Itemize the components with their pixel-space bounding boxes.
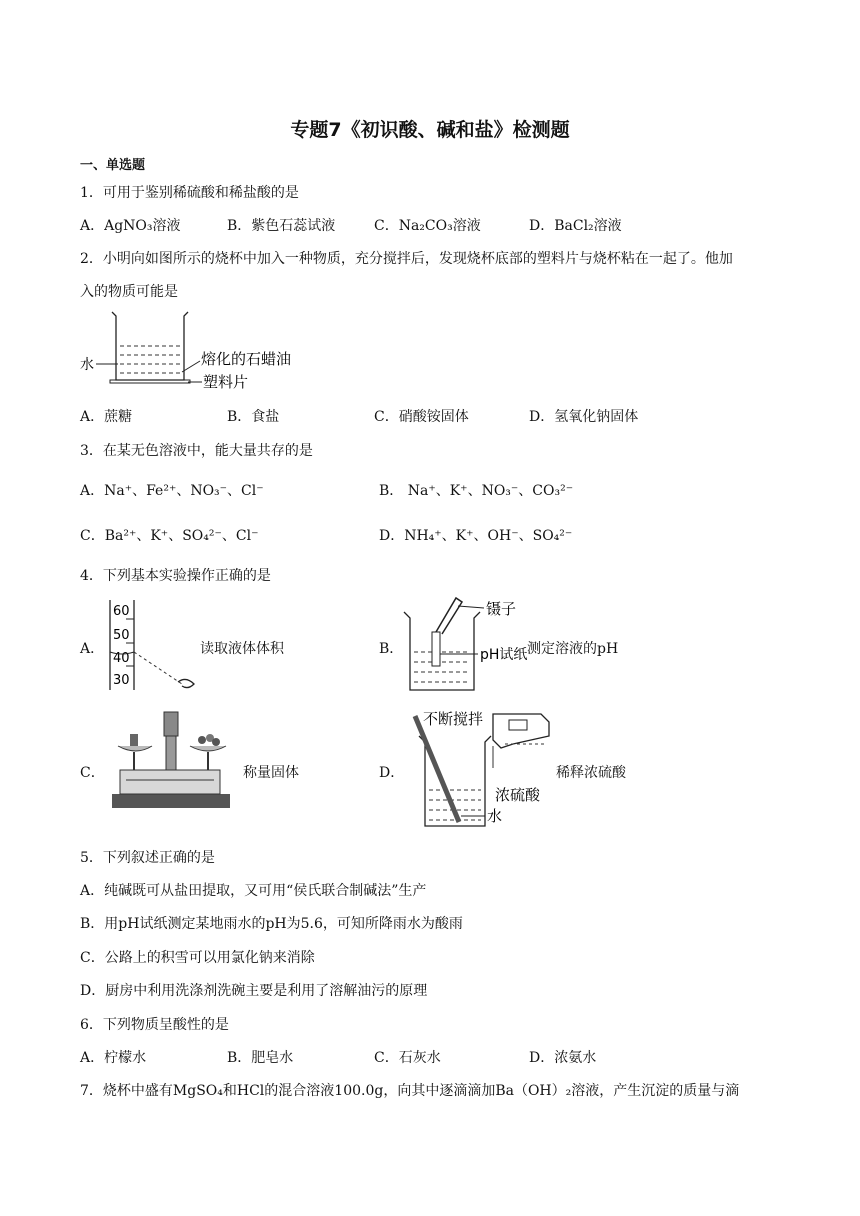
option-b[interactable]: B．食盐 (227, 409, 280, 425)
question-2-stem: 2．小明向如图所示的烧杯中加入一种物质，充分搅拌后，发现烧杯底部的塑料片与烧杯粘在一起了。他加 (80, 251, 733, 267)
balance-figure (110, 708, 235, 814)
option-d[interactable]: D．厨房中利用洗涤剂洗碗主要是利用了溶解油污的原理 (80, 983, 428, 999)
option-b-text: 测定溶液的pH (527, 641, 619, 657)
question-6-options (80, 1047, 596, 1067)
option-d-label[interactable]: D． (379, 765, 405, 781)
option-c[interactable]: C．Na₂CO₃溶液 (374, 218, 481, 234)
question-4-stem: 4．下列基本实验操作正确的是 (80, 568, 271, 584)
question-1-options (80, 215, 622, 235)
option-c[interactable]: C．石灰水 (374, 1050, 441, 1066)
svg-text:镊子: 镊子 (486, 600, 517, 618)
label-water: 水 (80, 357, 94, 373)
svg-text:30: 30 (113, 673, 130, 688)
svg-text:pH试纸: pH试纸 (480, 647, 528, 663)
option-b[interactable]: B．紫色石蕊试液 (227, 218, 336, 234)
question-3-stem: 3．在某无色溶液中，能大量共存的是 (80, 443, 313, 459)
question-2-options (80, 406, 638, 426)
option-c-label[interactable]: C． (80, 765, 105, 781)
option-d[interactable]: D．氢氧化钠固体 (529, 409, 639, 425)
svg-text:浓硫酸: 浓硫酸 (495, 786, 541, 804)
option-a-text: 读取液体体积 (200, 641, 284, 657)
cylinder-figure (104, 598, 204, 692)
dilution-figure (405, 708, 555, 832)
option-c[interactable]: C．公路上的积雪可以用氯化钠来消除 (80, 950, 315, 966)
option-a[interactable]: A．Na⁺、Fe²⁺、NO₃⁻、Cl⁻ (80, 483, 264, 499)
option-a[interactable]: A．AgNO₃溶液 (80, 218, 181, 234)
section-heading: 一、单选题 (80, 158, 146, 173)
page-title: 专题7《初识酸、碱和盐》检测题 (290, 119, 570, 141)
question-1-stem: 1．可用于鉴别稀硫酸和稀盐酸的是 (80, 185, 299, 201)
question-2-stem-cont: 入的物质可能是 (80, 284, 178, 300)
question-7-stem: 7．烧杯中盛有MgSO₄和HCl的混合溶液100.0g，向其中逐滴滴加Ba（OH）₂溶液，产生沉淀的质量与滴 (80, 1083, 740, 1099)
svg-text:不断搅拌: 不断搅拌 (423, 710, 484, 728)
option-b[interactable]: B．肥皂水 (227, 1050, 294, 1066)
label-wax: 熔化的石蜡油 (201, 350, 292, 368)
option-b[interactable]: B． Na⁺、K⁺、NO₃⁻、CO₃²⁻ (379, 483, 574, 499)
option-c[interactable]: C．硝酸铵固体 (374, 409, 469, 425)
question-5-stem: 5．下列叙述正确的是 (80, 850, 215, 866)
label-plastic: 塑料片 (203, 373, 249, 391)
ph-paper-figure (400, 592, 530, 696)
option-a-label[interactable]: A． (80, 641, 105, 657)
option-a[interactable]: A．蔗糖 (80, 409, 133, 425)
option-d[interactable]: D．浓氨水 (529, 1050, 597, 1066)
option-d-text: 稀释浓硫酸 (556, 765, 626, 781)
svg-text:50: 50 (113, 628, 130, 643)
option-b[interactable]: B．用pH试纸测定某地雨水的pH为5.6，可知所降雨水为酸雨 (80, 916, 463, 932)
svg-text:水: 水 (487, 807, 503, 825)
option-d[interactable]: D．BaCl₂溶液 (529, 218, 622, 234)
svg-text:40: 40 (113, 651, 130, 666)
option-c[interactable]: C．Ba²⁺、K⁺、SO₄²⁻、Cl⁻ (80, 528, 259, 544)
option-a[interactable]: A．柠檬水 (80, 1050, 147, 1066)
question-6-stem: 6．下列物质呈酸性的是 (80, 1017, 229, 1033)
option-b-label[interactable]: B． (379, 641, 404, 657)
option-c-text: 称量固体 (243, 765, 299, 781)
svg-text:60: 60 (113, 604, 130, 619)
beaker-figure (78, 306, 308, 392)
option-d[interactable]: D．NH₄⁺、K⁺、OH⁻、SO₄²⁻ (379, 528, 573, 544)
option-a[interactable]: A．纯碱既可从盐田提取，又可用“侯氏联合制碱法”生产 (80, 883, 427, 899)
